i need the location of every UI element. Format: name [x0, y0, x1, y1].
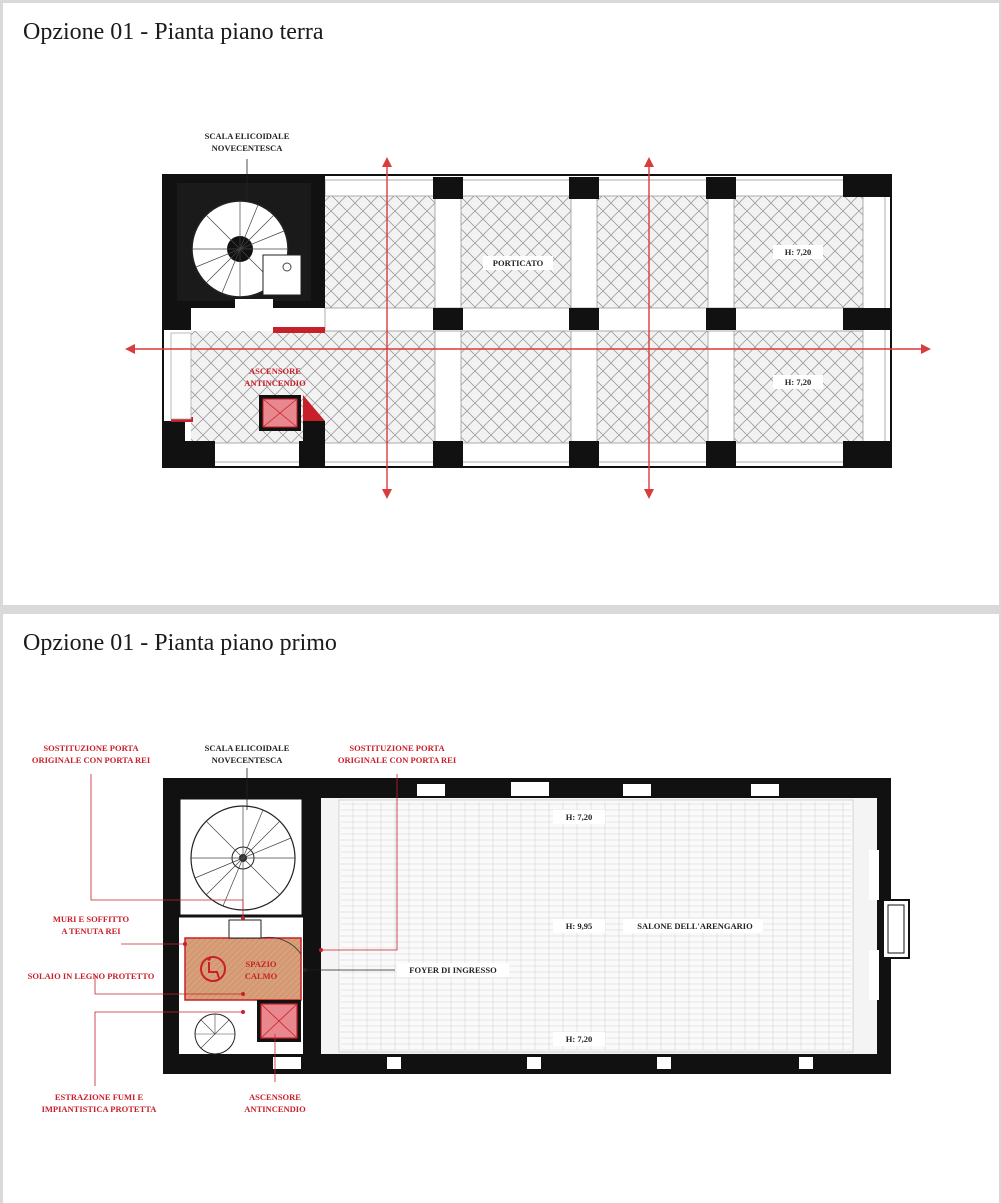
door-right-label-line1: SOSTITUZIONE PORTA	[349, 743, 445, 753]
first-floor-title: Opzione 01 - Pianta piano primo	[23, 630, 337, 656]
calm-label-line2: CALMO	[244, 971, 278, 981]
height-label-bottom: H: 7,20	[565, 1034, 593, 1044]
floor-label: SOLAIO IN LEGNO PROTETTO	[27, 971, 155, 981]
lift-label-line2: ANTINCENDIO	[244, 378, 306, 388]
lift-label-line1: ASCENSORE	[249, 1092, 301, 1102]
door-left-label-line1: SOSTITUZIONE PORTA	[43, 743, 139, 753]
helical-stair-first	[191, 806, 295, 910]
ground-floor-panel	[3, 3, 999, 605]
balcony	[883, 900, 909, 958]
first-floor-panel	[3, 614, 999, 1203]
height-label-top: H: 7,20	[784, 247, 812, 257]
stair-label-line2: NOVECENTESCA	[211, 755, 283, 765]
height-label-top: H: 7,20	[565, 812, 593, 822]
smoke-label-line2: IMPIANTISTICA PROTETTA	[41, 1104, 157, 1114]
walls-label-line1: MURI E SOFFITTO	[52, 914, 130, 924]
foyer-label: FOYER DI INGRESSO	[409, 965, 497, 975]
door-left-label-line2: ORIGINALE CON PORTA REI	[31, 755, 151, 765]
fire-lift	[257, 1000, 301, 1042]
stair-label-line1: SCALA ELICOIDALE	[204, 131, 290, 141]
rei-door	[229, 920, 261, 938]
walls-label-line2: A TENUTA REI	[61, 926, 121, 936]
small-stair	[195, 1014, 235, 1054]
stair-label-line1: SCALA ELICOIDALE	[204, 743, 290, 753]
lift-label-line1: ASCENSORE	[249, 366, 301, 376]
calm-space	[185, 938, 301, 1000]
door-right-label-line2: ORIGINALE CON PORTA REI	[337, 755, 457, 765]
height-label-mid: H: 9,95	[565, 921, 593, 931]
calm-label-line1: SPAZIO	[245, 959, 277, 969]
lift-label-line2: ANTINCENDIO	[244, 1104, 306, 1114]
salone-label: SALONE DELL'ARENGARIO	[637, 921, 753, 931]
ground-floor-title: Opzione 01 - Pianta piano terra	[23, 19, 324, 45]
first-floor-plan	[3, 614, 999, 1203]
stair-label-line2: NOVECENTESCA	[211, 143, 283, 153]
smoke-label-line1: ESTRAZIONE FUMI E	[54, 1092, 144, 1102]
height-label-bottom: H: 7,20	[784, 377, 812, 387]
porticato-label: PORTICATO	[492, 258, 544, 268]
corridor-tiles	[171, 333, 191, 419]
helical-stair-block	[163, 175, 325, 329]
ground-floor-plan	[3, 3, 999, 605]
